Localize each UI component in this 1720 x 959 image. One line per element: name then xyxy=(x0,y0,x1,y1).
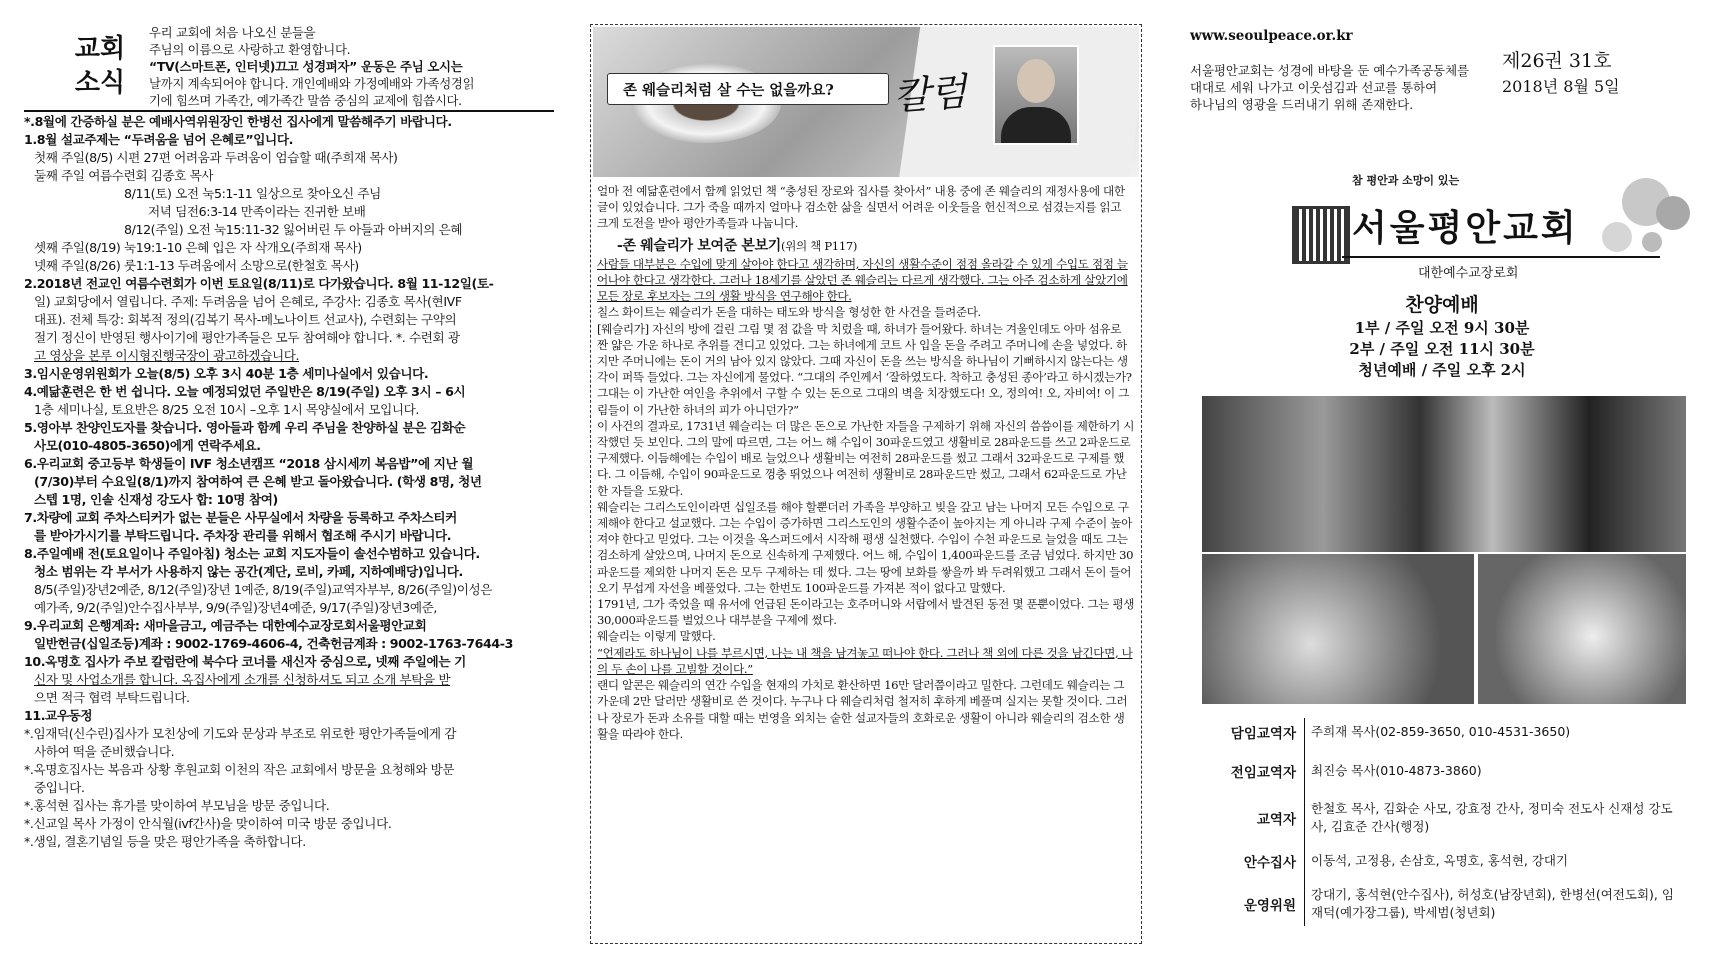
church-website-link[interactable]: www.seoulpeace.or.kr xyxy=(1190,28,1353,44)
intro-line: “TV(스마트폰, 인터넷)끄고 성경펴자” 운동은 주님 오시는 xyxy=(149,59,463,74)
news-item: 11.교우동정 xyxy=(24,708,93,723)
news-item: *.신교일 목사 가정이 안식월(ivf간사)을 맞이하여 미국 방문 중입니다. xyxy=(24,816,392,831)
logo-circle xyxy=(1642,232,1662,252)
news-item: 6.우리교회 중고등부 학생들이 IVF 청소년캠프 “2018 삼시세끼 복음밥”에 지난 월 xyxy=(24,456,474,471)
staff-role: 전임교역자 xyxy=(1212,747,1305,796)
news-item: 8.주일예배 전(토요일이나 주일아침) 청소는 교회 지도자들이 솔선수범하고 있습니다. xyxy=(24,546,480,561)
news-item: *.임재덕(신수린)집사가 모친상에 기도와 문상과 부조로 위로한 평안가족들에게 감 xyxy=(24,726,457,741)
column-quote: “언제라도 하나님이 나를 부르시면, 나는 내 책을 남겨놓고 떠나야 한다. 그러나 책 외에 다른 것을 남긴다면, 나의 두 손이 나를 고빌할 것이다.” xyxy=(597,645,1133,676)
staff-names: 최진승 목사(010-4873-3860) xyxy=(1305,747,1691,796)
column-paragraph: 이 사건의 결과로, 1731년 웨슬리는 더 많은 돈으로 가난한 자들을 구제하기 위해 자신의 씀씀이를 제한하기 시작했던 듯 보인다. 그의 말에 따르면, 그는 어느 해 수입이 30파운드였고 생활비로 28파운드를 쓰고 2파운드로 구제했다. 이듬해에는 수입이 배로 늘었으나 생활비는 여전히 28파운드를 썼고 그래서 32파운드로 구제를 했다. 그 이듬해, 수입이 90파운드로 껑충 뛰었으나 여전히 생활비로 28파운드만 썼고, 그래서 62파운드로 가난한 자들을 도왔다. xyxy=(597,418,1135,498)
news-item: 첫째 주일(8/5) 시편 27편 어려움과 두려움이 엄습할 때(주희재 목사) xyxy=(34,150,398,165)
news-item: 절기 정신이 반영된 행사이기에 평안가족들은 모두 참여해야 합니다. *. 수련회 광 xyxy=(34,330,460,345)
news-item: 일반헌금(십일조등)계좌 : 9002-1769-4606-4, 건축헌금계좌 : 9002-1763-7644-3 xyxy=(34,636,513,651)
news-item: 넷째 주일(8/26) 룻1:1-13 두려움에서 소망으로(한철호 목사) xyxy=(34,258,359,273)
news-item: 대표). 전체 특강: 회복적 정의(김복기 목사-메노나이트 선교사), 수련회는 구약의 xyxy=(34,312,457,327)
news-item: 8/11(토) 오전 눅5:1-11 일상으로 찾아오신 주님 xyxy=(124,186,381,201)
news-heading-line2: 소식 xyxy=(74,68,126,98)
mission-statement xyxy=(1190,62,1490,113)
logo-circle xyxy=(1602,222,1632,252)
news-list xyxy=(24,113,558,851)
staff-names: 강대기, 홍석현(안수집사), 허성호(남장년회), 한병선(여전도회), 임재덕(예가장그룹), 박세범(청년회) xyxy=(1305,882,1691,927)
news-item: 사모(010-4805-3650)에게 연락주세요. xyxy=(34,438,261,453)
news-item: 일) 교회당에서 열립니다. 주제: 두려움을 넘어 은혜로, 주강사: 김종호 목사(현IVF xyxy=(34,294,462,309)
news-item: 8/5(주일)장년2예준, 8/12(주일)장년 1예준, 8/19(주일)교역자부부, 8/26(주일)이성은 xyxy=(34,582,493,597)
news-item: 1층 세미나실, 토요반은 8/25 오전 10시 –오후 1시 목양실에서 모입니다. xyxy=(34,402,420,417)
portrait-face xyxy=(1017,59,1055,103)
staff-role: 담임교역자 xyxy=(1212,718,1305,747)
news-item: 으면 적극 협력 부탁드립니다. xyxy=(34,690,190,705)
denomination: 대한예수교장로회 xyxy=(1418,266,1519,281)
news-item: 8/12(주일) 오전 눅15:11-32 잃어버린 두 아들과 아버지의 은혜 xyxy=(124,222,463,237)
news-item: 를 받아가시기를 부탁드립니다. 주차장 관리를 위해서 협조해 주시기 바랍니다. xyxy=(34,528,452,543)
column-paragraph: 웨슬리는 그리스도인이라면 십일조를 해야 할뿐더러 가족을 부양하고 빚을 갚고 남는 나머지 모든 수입으로 구제해야 한다고 설교했다. 그는 수입이 증가하면 그리스도인의 생활수준이 높아지는 게 아니라 구제 수준이 높아져야 한다고 믿었다. 그는 이것을 옥스퍼드에서 시작해 평생 실천했다. 수입이 수천 파운드로 늘었을 때도 그는 검소하게 살았으며, 나머지 돈으로 신속하게 구제했다. 어느 해, 수입이 1,400파운드를 조금 넘었다. 하지만 30파운드를 제외한 나머지 돈은 모두 구제하는 데 썼다. 그는 땅에 보화를 쌓을까 봐 두려워했고 그래서 돈이 들어오기 무섭게 자선을 베풀었다. 그는 한번도 100파운드를 가져본 적이 없다고 말했다. xyxy=(597,499,1134,595)
staff-role: 운영위원 xyxy=(1212,882,1305,927)
news-item: 3.임시운영위원회가 오늘(8/5) 오후 3시 40분 1층 세미나실에서 있습니다. xyxy=(24,366,429,381)
news-item: 9.우리교회 은행계좌: 새마을금고, 예금주는 대한예수교장로회서울평안교회 xyxy=(24,618,427,633)
column-paragraph: [웨슬리가] 자신의 방에 걸린 그림 몇 점 값을 막 치렀을 때, 하녀가 들어왔다. 하녀는 겨울인데도 아마 섬유로 짠 얇은 가운 하나로 추위를 견디고 있었다. 그는 하녀에게 코트 사 입을 돈을 주려고 주머니에 손을 넣었다. 하지만 주머니에는 돈이 거의 남아 있지 않았다. 그때 자신이 돈을 쓰는 방식을 하나님이 기뻐하시지 않는다는 생각이 퍼뜩 들었다. 그는 자신에게 물었다. “그대의 주인께서 ‘잘하였도다. 착하고 충성된 종아’라고 하시겠는가? 그대는 이 가난한 여인을 추위에서 구할 수 있는 돈으로 그대의 벽을 치장했도다! 오, 정의여! 오, 자비여! 이 그림들이 이 가난한 하녀의 피가 아니던가?” xyxy=(597,321,1132,417)
staff-names: 이동석, 고정용, 손삼호, 옥명호, 홍석현, 강대기 xyxy=(1305,841,1691,882)
staff-row xyxy=(1212,747,1690,796)
column-paragraph: 얼마 전 예닮훈련에서 함께 읽었던 책 “충성된 장로와 집사를 찾아서” 내용 중에 존 웨슬리의 재정사용에 대한 글이 있었습니다. 그가 죽을 때까지 얼마나 검소한 삶을 실면서 어려운 이웃들을 헌신적으로 섬겼는지를 읽고 크게 도전을 받아 평안가족들과 나눕니다. xyxy=(597,184,1125,231)
column-title: 존 웨슬리처럼 살 수는 없을까요? xyxy=(623,82,834,99)
news-item: 저녁 딤전6:3-14 만족이라는 진귀한 보배 xyxy=(148,204,366,219)
news-item: 10.옥명호 집사가 주보 칼럼란에 북수다 코너를 새신자 중심으로, 넷째 주일에는 기 xyxy=(24,654,466,669)
volume-number: 제26권 31호 xyxy=(1502,50,1612,72)
staff-table xyxy=(1212,718,1690,926)
news-item: 사하여 떡을 준비했습니다. xyxy=(34,744,175,759)
intro-line: 날까지 계속되어야 합니다. 개인예배와 가정예배와 가족성경읽 xyxy=(149,76,475,91)
children-prayer-photo xyxy=(1202,554,1474,704)
church-slogan: 참 평안과 소망이 있는 xyxy=(1352,174,1460,187)
column-article xyxy=(590,0,1142,959)
column-banner xyxy=(593,27,1139,177)
issue-info xyxy=(1502,48,1620,100)
church-info-column xyxy=(1182,0,1702,959)
worship-time: 청년예배 / 주일 오후 2시 xyxy=(1358,361,1526,379)
church-news-column xyxy=(24,0,564,959)
worship-time: 2부 / 주일 오전 11시 30분 xyxy=(1349,340,1535,358)
news-item: 예가족, 9/2(주일)안수집사부부, 9/9(주일)장년4예준, 9/17(주일)장년3예준, xyxy=(34,600,437,615)
worship-schedule xyxy=(1182,318,1702,381)
news-item: *.홍석현 집사는 휴가를 맞이하여 부모님을 방문 중입니다. xyxy=(24,798,330,813)
author-portrait xyxy=(993,45,1079,145)
news-item: 7.차량에 교회 주차스티커가 없는 분들은 사무실에서 차량을 등록하고 주차스티커 xyxy=(24,510,457,525)
staff-names: 주희재 목사(02-859-3650, 010-4531-3650) xyxy=(1311,724,1571,739)
column-subheading xyxy=(617,238,1135,254)
news-item: 스텝 1명, 인솔 신재성 강도사 합: 10명 참여) xyxy=(34,492,278,507)
news-item: 2.2018년 전교인 여름수련회가 이번 토요일(8/11)로 다가왔습니다. 8월 11-12일(토- xyxy=(24,276,494,291)
news-item: 셋째 주일(8/19) 눅19:1-10 은혜 입은 자 삭개오(주희재 목사) xyxy=(34,240,362,255)
logo-circle xyxy=(1656,196,1690,230)
staff-role: 교역자 xyxy=(1212,796,1305,841)
staff-names: 한철호 목사, 김화순 사모, 강효정 간사, 정미숙 전도사 신재성 강도사, 김효준 간사(행정) xyxy=(1305,796,1691,841)
worship-time: 1부 / 주일 오전 9시 30분 xyxy=(1354,319,1530,337)
column-paragraph: 1791년, 그가 죽었을 때 유서에 언급된 돈이라고는 호주머니와 서랍에서 발견된 동전 몇 푼뿐이었다. 그는 평생 30,000파운드를 벌었으나 대부분을 구제에 썼다. xyxy=(597,597,1135,628)
church-name-logo: 서울평안교회 xyxy=(1352,208,1579,249)
staff-row xyxy=(1212,841,1690,882)
news-item: *.8월에 간증하실 분은 예배사역위원장인 한병선 집사에게 말씀해주기 바랍니다. xyxy=(24,114,452,129)
news-item: 고 영상을 본루 이시형진행국장이 광고하겠습니다. xyxy=(34,348,300,363)
mission-line: 서울평안교회는 성경에 바탕을 둔 예수가족공동체를 xyxy=(1190,63,1470,78)
news-item: 중입니다. xyxy=(34,780,85,795)
mission-line: 대대로 세워 나가고 이웃섬김과 선교를 통하여 xyxy=(1190,80,1438,95)
staff-row xyxy=(1212,718,1690,747)
subheading-note: (위의 책 P117) xyxy=(780,238,858,253)
subheading-text: -존 웨슬리가 보여준 본보기 xyxy=(617,237,781,254)
column-body xyxy=(597,183,1135,742)
portrait-suit xyxy=(1001,107,1071,143)
issue-date: 2018년 8월 5일 xyxy=(1502,77,1620,96)
children-prayer-photo-2 xyxy=(1478,554,1686,704)
news-item: 청소 범위는 각 부서가 사용하지 않는 공간(계단, 로비, 카페, 지하예배당)입니다. xyxy=(34,564,463,579)
intro-line: 우리 교회에 처음 나오신 분들을 xyxy=(149,25,316,40)
staff-role: 안수집사 xyxy=(1212,841,1305,882)
staff-row xyxy=(1212,882,1690,927)
news-heading-line1: 교회 xyxy=(74,34,126,64)
news-item: 4.예닮훈련은 한 번 쉽니다. 오늘 예정되었던 주일반은 8/19(주일) 오후 3시 – 6시 xyxy=(24,384,466,399)
intro-line: 주님의 이름으로 사랑하고 환영합니다. xyxy=(149,42,351,57)
news-intro xyxy=(149,24,559,109)
mission-line: 하나님의 영광을 드러내기 위해 존재한다. xyxy=(1190,97,1414,112)
news-item: *.옥명호집사는 복음과 상황 후원교회 이천의 작은 교회에서 방문을 요청해와 방문 xyxy=(24,762,455,777)
worship-photo xyxy=(1202,396,1686,552)
column-paragraph: 칠스 화이트는 웨슬리가 돈을 대하는 태도와 방식을 형성한 한 사건을 들려준다. xyxy=(597,305,981,320)
column-badge: 칼럼 xyxy=(891,69,969,119)
worship-title: 찬양예배 xyxy=(1405,294,1479,316)
news-item: (7/30)부터 수요일(8/1)까지 참여하여 큰 은혜 받고 돌아왔습니다. (학생 8명, 청년 xyxy=(34,474,482,489)
staff-row xyxy=(1212,796,1690,841)
column-paragraph: 랜디 알콘은 웨슬리의 연간 수입을 현재의 가치로 환산하면 16만 달러쯤이라고 밀한다. 그런데도 웨슬리는 그 가운데 2만 달러만 생활비로 쓴 것이다. 누구나 다 웨슬리처럼 철저히 후하게 베풀며 실지는 못할 것이다. 그러나 장로가 돈과 소유를 대할 때는 번영을 외치는 숱한 설교자들의 호화로운 생활이 아니라 웨슬리의 검소한 생활을 따라야 한다. xyxy=(597,678,1128,741)
article-box xyxy=(590,24,1142,944)
news-divider xyxy=(24,110,554,112)
column-paragraph: 사람들 대부분은 수입에 맞게 살아야 한다고 생각하며, 자신의 생활수준이 점점 올라갈 수 있게 수입도 점점 늘어나야 한다고 생각한다. 그러나 18세기를 살았던 존 웨슬리는 다르게 생각했다. 그는 아주 검소하게 살았기에 모든 장로 후보자는 그의 생활 방식을 연구해야 한다. xyxy=(597,256,1128,304)
logo-underline xyxy=(1342,256,1660,258)
news-item: 신자 및 사업소개를 합니다. 옥집사에게 소개를 신청하셔도 되고 소개 부탁을 받 xyxy=(34,672,451,687)
intro-line: 기에 힘쓰며 가족간, 예가족간 말씀 중심의 교제에 힘씁시다. xyxy=(149,93,462,108)
news-heading xyxy=(60,32,140,100)
news-item: 둘째 주일 여름수련회 김종호 목사 xyxy=(34,168,214,183)
news-item: 5.영아부 찬양인도자를 찾습니다. 영아들과 함께 우리 주님을 찬양하실 분은 김화순 xyxy=(24,420,466,435)
news-item: *.생일, 결혼기념일 등을 맞은 평안가족을 축하합니다. xyxy=(24,834,306,849)
news-item: 1.8월 설교주제는 “두려움을 넘어 은혜로”입니다. xyxy=(24,132,293,147)
column-paragraph: 웨슬리는 이렇게 말했다. xyxy=(597,629,716,644)
